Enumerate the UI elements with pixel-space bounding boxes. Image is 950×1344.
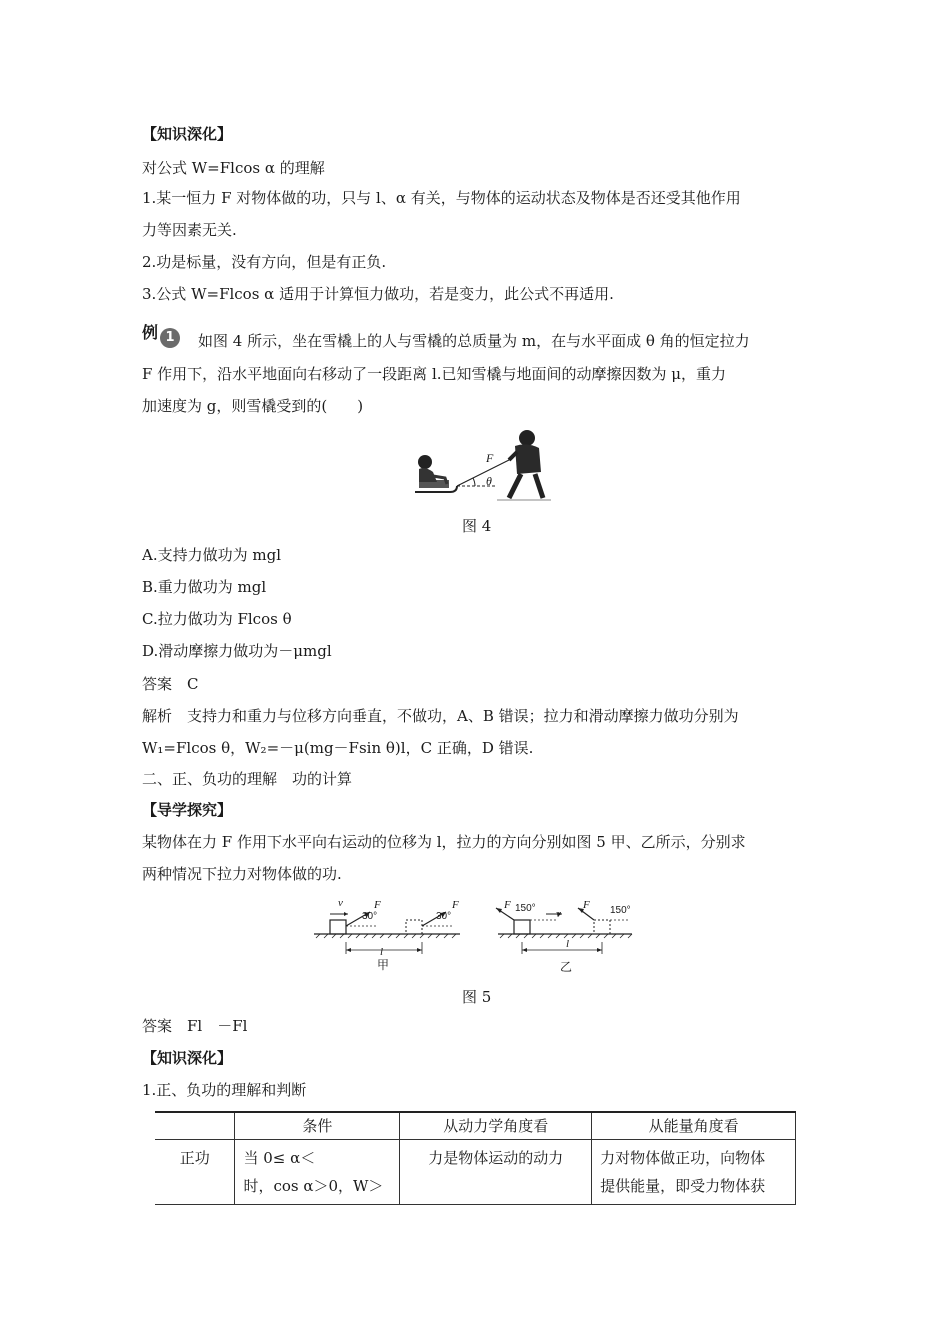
fig5-yi-caption: 乙 [560,960,573,974]
fig5-jia-f-label-2: F [452,899,459,911]
fig5-yi-f-label: F [504,899,511,911]
option-c: C.拉力做功为 Flcos θ [142,610,292,628]
item-1-title: 1.正、负功的理解和判断 [142,1081,307,1099]
table-header-condition: 条件 [235,1112,400,1140]
option-d: D.滑动摩擦力做功为－μmgl [142,642,332,660]
fig5-yi-angle-1: 150° [515,903,536,914]
positive-negative-work-table [155,1111,796,1205]
section-heading-knowledge-2: 【知识深化】 [142,1049,233,1067]
point-3: 3.公式 W=Flcos α 适用于计算恒力做功，若是变力，此公式不再适用. [142,285,614,303]
energy-line-a: 力对物体做正功，向物体 [600,1149,766,1167]
figure-4-sled-illustration [405,424,555,504]
figure-4-force-label: F [486,451,494,465]
table-header-energy: 从能量角度看 [592,1112,796,1140]
explore-line-2: 两种情况下拉力对物体做的功. [142,865,342,883]
table-row [155,1140,796,1205]
condition-line-a: 当 0≤ α＜ [243,1149,316,1167]
answer-explore: 答案 Fl －Fl [142,1017,248,1035]
explore-line-1: 某物体在力 F 作用下水平向右运动的位移为 l，拉力的方向分别如图 5 甲、乙所示，分别求 [142,833,746,851]
table-cell-type: 正功 [155,1140,235,1205]
point-2: 2.功是标量，没有方向，但是有正负. [142,253,387,271]
point-1-line-b: 力等因素无关. [142,221,237,239]
example-number-badge: 1 [160,328,180,348]
option-a: A.支持力做功为 mgl [142,546,281,564]
example-word: 例 [142,323,159,342]
fig5-jia-caption: 甲 [377,958,390,972]
answer-example-1: 答案 C [142,675,199,693]
energy-line-b: 提供能量，即受力物体获 [600,1177,766,1195]
table-cell-dynamics: 力是物体运动的动力 [400,1140,592,1205]
fig5-jia-v-label: v [338,897,343,909]
formula-intro: 对公式 W=Flcos α 的理解 [142,159,325,177]
fig5-jia-angle-1: 30° [362,911,378,922]
example-label [142,323,180,348]
table-header-row [155,1112,796,1140]
question-line-3: 加速度为 g，则雪橇受到的( ) [142,397,364,415]
fig5-jia-l-label: l [380,946,384,958]
question-line-1: 如图 4 所示，坐在雪橇上的人与雪橇的总质量为 m，在与水平面成 θ 角的恒定拉力 [198,332,750,350]
fig5-yi-v-label: v [556,908,561,920]
table-header-dynamics: 从动力学角度看 [400,1112,592,1140]
fig5-yi-l-label: l [566,938,570,950]
section-heading-knowledge-1: 【知识深化】 [142,125,233,143]
fig5-yi-angle-2: 150° [610,905,631,916]
fig5-jia-angle-2: 30° [436,911,452,922]
section-2-title: 二、正、负功的理解 功的计算 [142,770,353,788]
figure-4-caption: 图 4 [462,517,492,535]
option-b: B.重力做功为 mgl [142,578,267,596]
figure-5-caption: 图 5 [462,988,492,1006]
fig5-jia-f-label: F [374,899,381,911]
fig5-yi-f-label-2: F [583,899,590,911]
question-line-2: F 作用下，沿水平地面向右移动了一段距离 l.已知雪橇与地面间的动摩擦因数为 μ，重力 [142,365,727,383]
figure-4-angle-label: θ [486,474,492,488]
point-1-line-a: 1.某一恒力 F 对物体做的功，只与 l、α 有关，与物体的运动状态及物体是否还受其他作用 [142,189,741,207]
table-cell-condition [235,1140,400,1205]
condition-line-b: 时，cos α＞0，W＞ [243,1177,384,1195]
table-header-empty [155,1112,235,1140]
analysis-line-2: W₁=Flcos θ，W₂=－μ(mg－Fsin θ)l，C 正确，D 错误. [142,739,534,757]
table-cell-energy [592,1140,796,1205]
section-heading-explore: 【导学探究】 [142,801,233,819]
analysis-line-1: 解析 支持力和重力与位移方向垂直，不做功，A、B 错误；拉力和滑动摩擦力做功分别为 [142,707,739,725]
figure-5-diagram [310,898,650,976]
